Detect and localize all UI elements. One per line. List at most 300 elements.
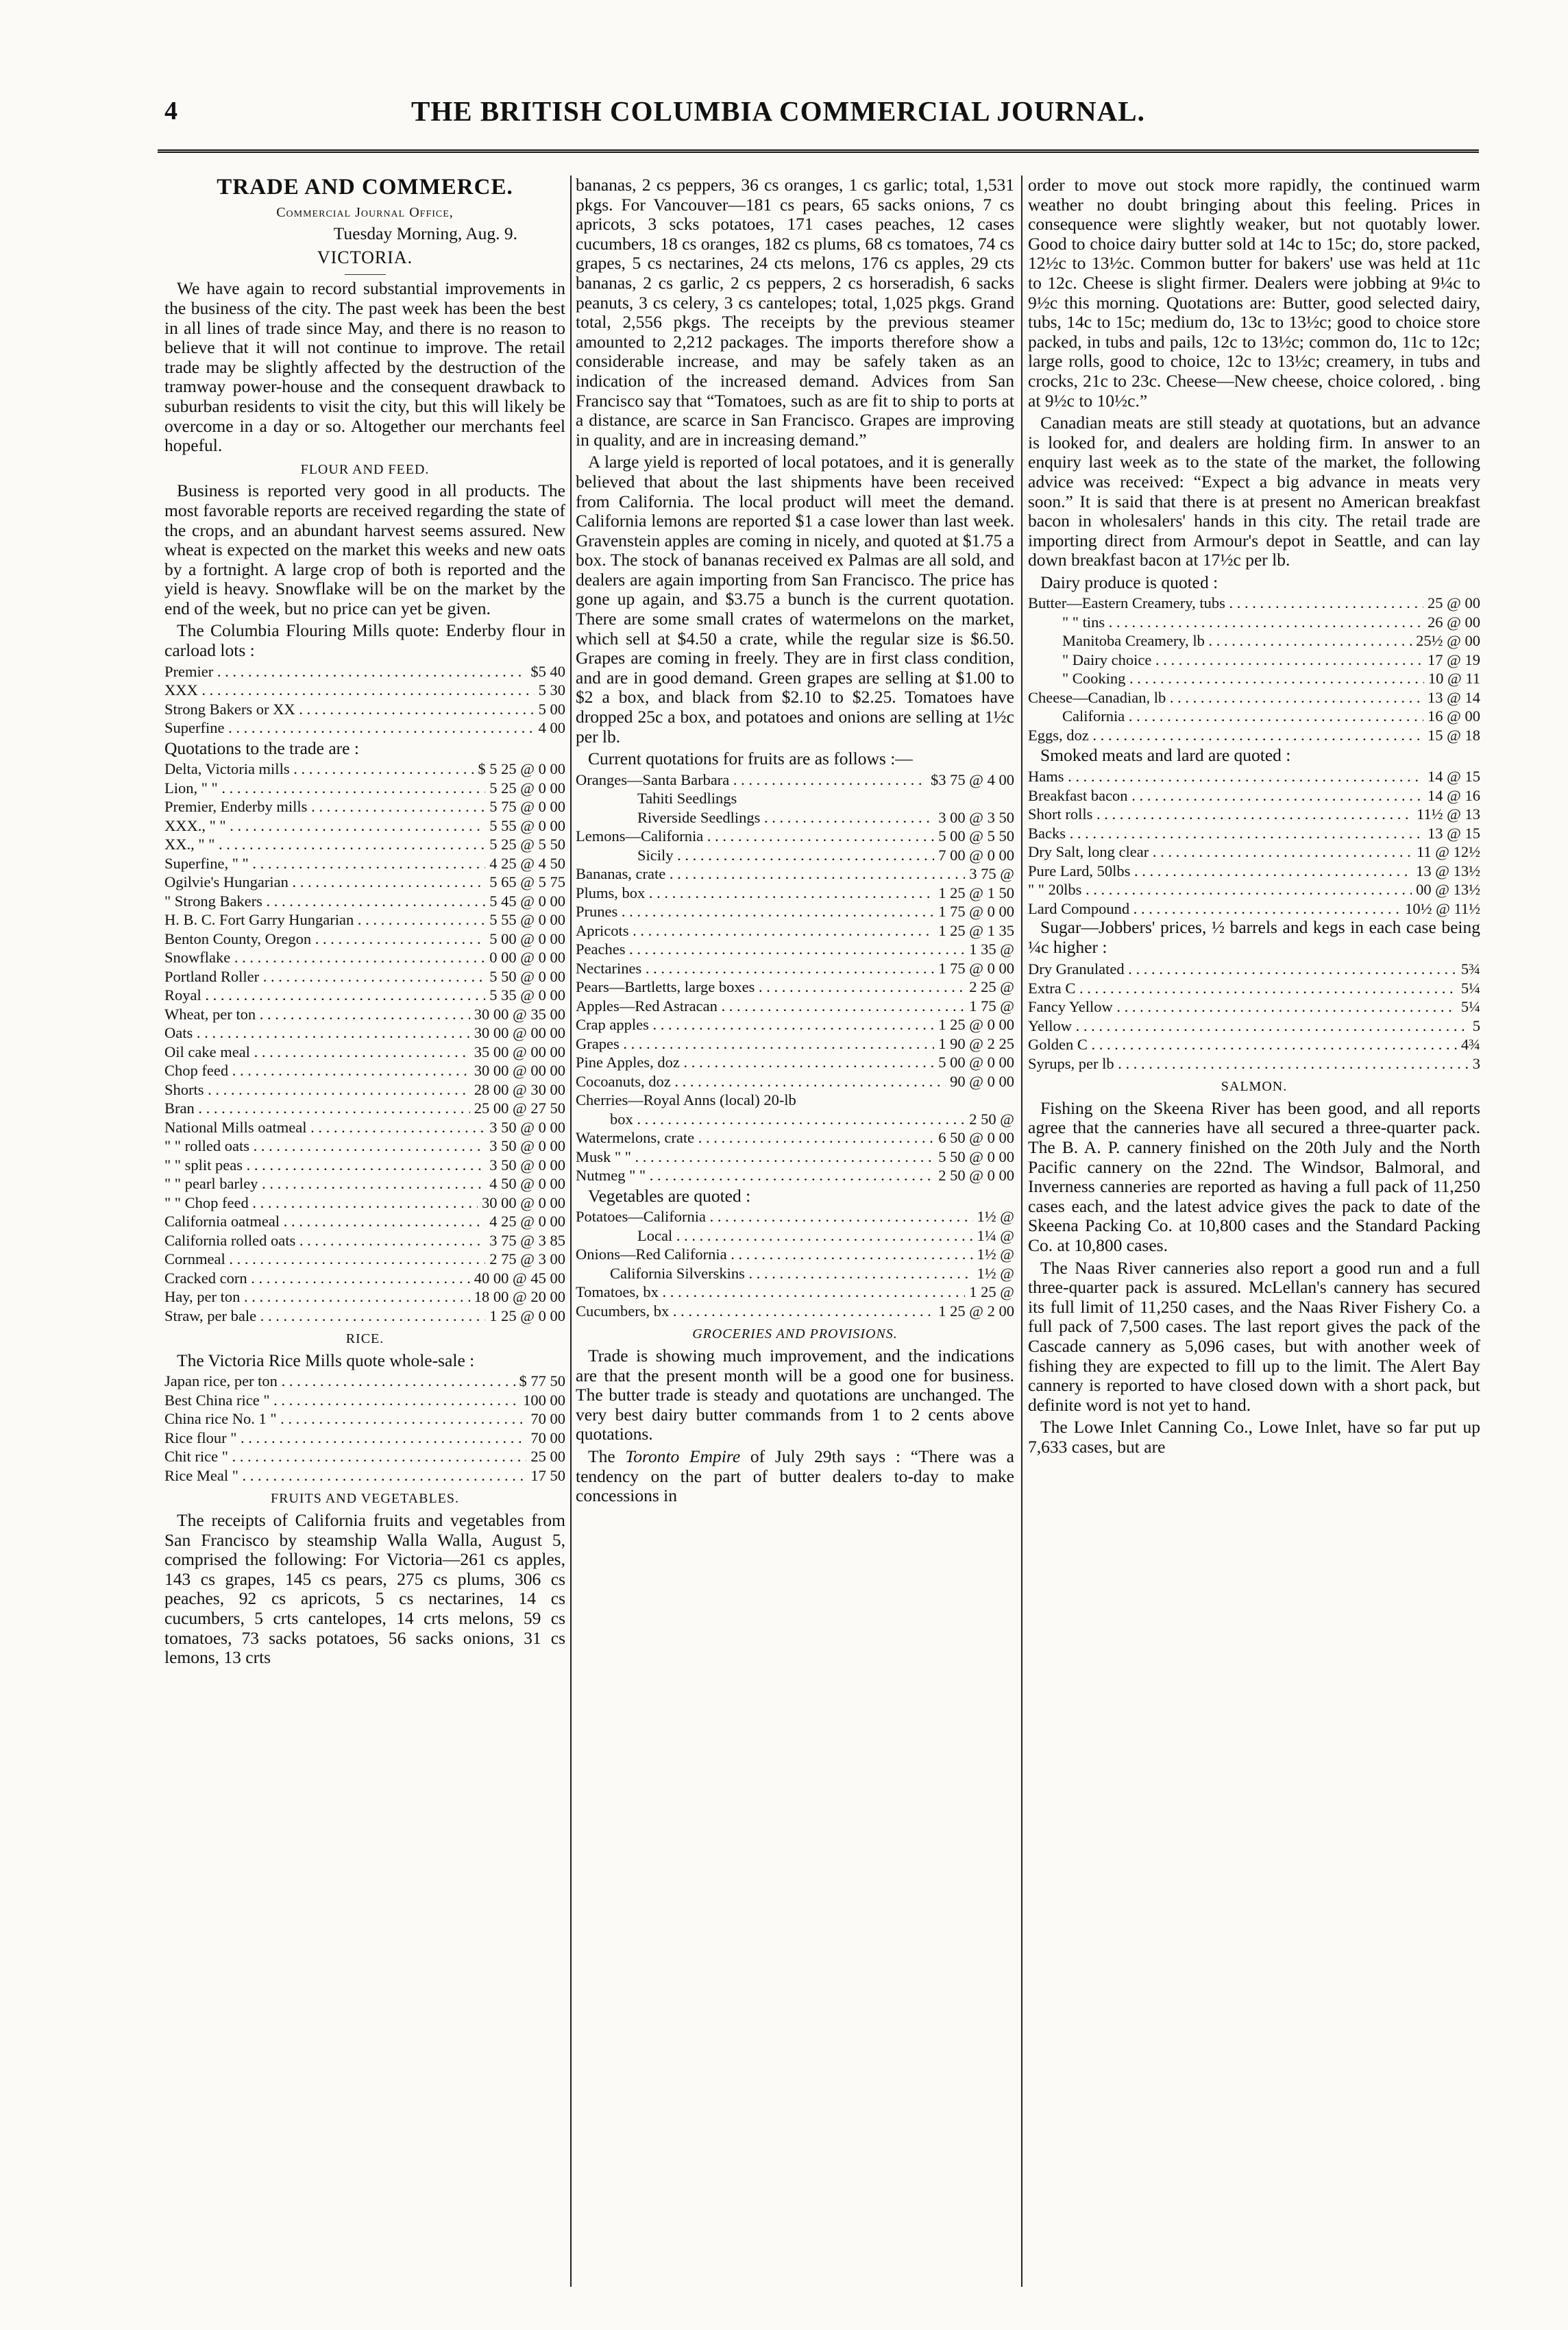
price-row [164,760,565,779]
price-row [1028,613,1480,632]
price-value: 1 75 @ 0 00 [938,903,1014,921]
price-value: 100 00 [523,1391,565,1409]
paragraph [576,1447,1014,1506]
price-row [1028,707,1480,726]
price-item: XX., " " . . . [164,835,485,854]
price-value: 1 75 @ 0 00 [938,959,1014,977]
price-row [164,967,565,986]
price-row [164,1429,565,1448]
price-row [164,1466,565,1485]
price-item: Prunes . . . [576,902,934,921]
price-value: 5¾ [1460,960,1480,978]
price-row [576,940,1014,959]
price-value: 4 50 @ 0 00 [489,1175,565,1193]
price-row [1028,979,1480,998]
price-value: 1 25 @ 1 35 [938,921,1014,939]
price-item: Breakfast bacon . . . [1028,786,1423,805]
price-list-vegetables [576,1207,1014,1320]
section-heading: TRADE AND COMMERCE. [217,175,513,199]
price-row [576,1015,1014,1034]
price-row [1028,688,1480,707]
price-value: 70 00 [530,1410,565,1428]
price-row [164,892,565,911]
paragraph: Canadian meats are still steady at quotations, but an advance is looked for, and dealers are holding firm. In answer to an enquiry last week as to the state of the market, the following advice was received: “Expect a big advance in meats very soon.” It is said that there is at present no American breakfast bacon in wholesalers' hands in this city. The retail trade are importing direct from Armour's depot in Seattle, and can lay down breakfast bacon at 17½c per lb. [1028,413,1480,570]
price-row [164,1099,565,1118]
price-list-enderby [164,662,565,738]
price-item: Chit rice " . . . [164,1447,526,1466]
price-value: 5 65 @ 5 75 [489,873,565,891]
price-row [1028,1054,1480,1073]
price-list-rice [164,1372,565,1485]
list-intro: Quotations to the trade are : [164,738,359,758]
price-item: Hay, per ton . . . [164,1287,470,1307]
price-row [164,1372,565,1391]
price-value: 5 55 @ 0 00 [489,816,565,834]
price-item: " Dairy choice . . . [1028,651,1423,670]
price-item: Dry Granulated . . . [1028,960,1457,979]
price-item: Peaches . . . [576,940,965,959]
price-row [164,1137,565,1156]
price-value: 5 25 @ 5 50 [489,836,565,853]
price-value: 30 00 @ 00 00 [474,1062,565,1080]
price-item: Cheese—Canadian, lb . . . [1028,688,1423,707]
dateline: Tuesday Morning, Aug. 9. [333,223,517,244]
price-row [164,1023,565,1043]
price-item: Fancy Yellow . . . [1028,997,1457,1017]
price-row [164,1212,565,1231]
price-row [164,1080,565,1100]
price-item: Straw, per bale . . . [164,1307,485,1326]
price-row [164,1156,565,1175]
price-value: 3 50 @ 0 00 [489,1137,565,1155]
subheading-rice: RICE. [345,1331,384,1347]
price-row [576,1110,1014,1129]
price-value: 90 @ 0 00 [950,1072,1014,1090]
price-item: " " 20lbs . . . [1028,880,1412,899]
price-value: 40 00 @ 45 00 [474,1269,565,1287]
price-value: 5 45 @ 0 00 [489,892,565,910]
price-row [164,797,565,816]
price-value: 1½ @ [977,1246,1014,1263]
price-item: Ogilvie's Hungarian . . . [164,873,485,892]
price-row [1028,960,1480,979]
price-item: Cucumbers, bx . . . [576,1302,934,1321]
price-row [164,1269,565,1288]
price-item: Cracked corn . . . [164,1269,470,1288]
price-row [576,864,1014,884]
paragraph: The Lowe Inlet Canning Co., Lowe Inlet, have so far put up 7,633 cases, but are [1028,1417,1480,1457]
price-row [1028,594,1480,613]
price-value: 2 25 @ [969,978,1014,996]
price-row [1028,880,1480,899]
price-row [164,835,565,854]
separator [345,274,386,275]
price-item: Premier . . . [164,662,526,681]
price-value: 1½ @ [977,1264,1014,1282]
price-value: 11 @ 12½ [1416,843,1480,861]
price-value: 15 @ 18 [1428,726,1480,744]
price-item: Backs . . . [1028,824,1423,843]
paragraph: The Naas River canneries also report a good run and a full three-quarter pack is assured. McLellan's cannery has secured its full limit of 11,250 cases, and the Naas River Fishery Co. a full pack of 7,500 cases. The last report gives the pack of the Cascade cannery as 5,096 cases, but with another week of fishing they are expected to fill up to the limit. The Alert Bay cannery is reported to have closed down with a short pack, but definite word is not yet to hand. [1028,1257,1480,1415]
price-value: 4 25 @ 0 00 [489,1213,565,1230]
price-list-sugar [1028,960,1480,1073]
subheading-flour: FLOUR AND FEED. [300,461,430,477]
price-value: 5 25 @ 0 00 [489,779,565,797]
price-value: 1½ @ [977,1208,1014,1226]
price-value: 1 25 @ 1 50 [938,884,1014,901]
paragraph: The receipts of California fruits and vegetables from San Francisco by steamship Walla Walla, August 5, comprised the following: For Victoria—261 cs apples, 143 cs grapes, 145 cs pears, 275 cs plums, 306 cs peaches, 92 cs apricots, 5 cs nectarines, 14 cs cucumbers, 5 crts cantelopes, 14 crts melons, 59 cs tomatoes, 73 sacks potatoes, 56 sacks onions, 31 cs lemons, 13 crts [164,1510,565,1668]
subheading-groceries: GROCERIES AND PROVISIONS. [692,1326,898,1342]
price-item: Hams . . . [1028,767,1423,786]
price-value: 25 00 [530,1448,565,1466]
newspaper-name: Toronto Empire [625,1446,741,1466]
city-heading: VICTORIA. [317,247,413,267]
price-item: Apples—Red Astracan . . . [576,997,965,1016]
price-item: Nectarines . . . [576,959,934,978]
price-item: Musk " " . . . [576,1148,934,1167]
price-value: 26 @ 00 [1428,613,1480,631]
price-item: Portland Roller . . . [164,967,485,986]
price-item: Tahiti Seedlings [637,790,737,808]
price-value: 25 @ 00 [1428,594,1480,612]
price-row [164,1287,565,1307]
price-row [164,681,565,700]
price-value: 2 75 @ 3 00 [489,1250,565,1268]
subheading-salmon: SALMON. [1221,1079,1288,1095]
price-value: 16 @ 00 [1428,707,1480,725]
list-intro: Sugar—Jobbers' prices, ½ barrels and kegs in each case being ¼c higher : [1028,917,1480,957]
price-row [164,779,565,798]
list-intro: Current quotations for fruits are as follows :— [588,749,913,769]
price-value: 5 35 @ 0 00 [489,986,565,1004]
price-row [164,1118,565,1137]
header-rule [158,149,1479,153]
price-item: Lard Compound . . . [1028,899,1401,919]
price-value: 18 00 @ 20 00 [474,1288,565,1306]
subheading-fruits: FRUITS AND VEGETABLES. [270,1491,460,1507]
price-value: 2 50 @ [969,1110,1014,1128]
price-item: Short rolls . . . [1028,805,1412,824]
price-row [576,997,1014,1016]
price-value: 5 30 [538,681,565,699]
price-row [576,1283,1014,1302]
price-row [1028,651,1480,670]
price-row [576,808,1014,827]
price-value: 3 50 @ 0 00 [489,1118,565,1136]
price-value: 14 @ 16 [1428,786,1480,804]
price-item: Extra C . . . [1028,979,1457,998]
price-row [1028,899,1480,919]
price-value: 5 00 [538,700,565,718]
price-value: 5¼ [1460,979,1480,997]
column-1 [164,175,565,2287]
price-row [576,1264,1014,1283]
price-item: " Cooking . . . [1028,669,1424,688]
list-intro: The Columbia Flouring Mills quote: Enderby flour in carload lots : [164,620,565,661]
price-value: 7 00 @ 0 00 [938,846,1014,864]
price-value: 3 75 @ [969,865,1014,883]
price-row [1028,842,1480,862]
price-item: California Silverskins . . . [576,1264,973,1283]
paragraph: A large yield is reported of local potatoes, and it is generally believed that about the last shipments have been received from California. The local product will meet the demand. California lemons are reported $1 a case lower than last week. Gravenstein apples are coming in nicely, and quoted at $1.75 a box. The stock of bananas received ex Palmas are all sold, and dealers are again importing from San Francisco. The price has gone up again, and $3.75 a bunch is the current quotation. There are some small crates of watermelons on the market, which sell at $4.50 a crate, while the regular size is $6.50. Grapes are coming in freely. They are in first class condition, and are in good demand. Green grapes are selling at $1.00 to $2 a box, and black from $2.10 to $2.25. Tomatoes have dropped 25c a box, and potatoes and onions are selling at 1½c per lb. [576,452,1014,747]
price-item: Rice Meal " . . . [164,1466,526,1485]
price-row [576,1302,1014,1321]
price-value: 00 @ 13½ [1416,881,1480,899]
price-row [576,827,1014,846]
paragraph: Trade is showing much improvement, and the indications are that the present month will be a good one for business. The butter trade is steady and quotations are unchanged. The very best dairy butter commands from 1 to 2 cents above quotations. [576,1346,1014,1444]
price-item: Pure Lard, 50lbs . . . [1028,862,1412,881]
page-number: 4 [164,97,177,125]
price-item: Cornmeal . . . [164,1250,485,1269]
price-item: Pine Apples, doz . . . [576,1053,934,1072]
price-item: Sicily . . . [576,846,934,865]
price-row [164,854,565,873]
price-item: Cherries—Royal Anns (local) 20-lb [576,1091,796,1109]
price-row [164,1391,565,1410]
price-item: Bananas, crate . . . [576,864,965,884]
paragraph: We have again to record substantial improvements in the business of the city. The past week has been the best in all lines of trade since May, and there is no reason to believe that it will not continue to improve. The retail trade may be slightly affected by the destruction of the tramway power-house and the consequent drawback to suburban residents to visit the city, but this will likely be overcome in a day or so. Altogether our merchants feel hopeful. [164,278,565,456]
price-item: " " rolled oats . . . [164,1137,485,1156]
price-row [164,986,565,1005]
price-item: Oil cake meal . . . [164,1043,470,1062]
price-item: Benton County, Oregon . . . [164,930,485,949]
price-item: Riverside Seedlings . . . [576,808,934,827]
price-value: 1 25 @ [969,1283,1014,1301]
price-item: Royal . . . [164,986,485,1005]
price-value: 5 00 @ 0 00 [938,1054,1014,1071]
price-list-dairy [1028,594,1480,744]
price-row [576,1245,1014,1264]
price-row [164,1193,565,1213]
price-row [164,1231,565,1250]
price-value: 25 00 @ 27 50 [474,1100,565,1117]
price-item: Snowflake . . . [164,948,485,967]
price-value: 4 25 @ 4 50 [489,854,565,872]
price-row [576,921,1014,941]
price-row [576,789,1014,808]
price-row [164,910,565,930]
price-row [576,1091,1014,1110]
price-value: 35 00 @ 00 00 [474,1043,565,1060]
price-row [576,978,1014,997]
price-item: Tomatoes, bx . . . [576,1283,965,1302]
list-intro: Vegetables are quoted : [588,1185,751,1206]
price-value: 3 75 @ 3 85 [489,1231,565,1249]
price-value: $3 75 @ 4 00 [931,770,1014,788]
price-row [164,930,565,949]
price-item: box . . . [576,1110,965,1129]
masthead-title: THE BRITISH COLUMBIA COMMERCIAL JOURNAL. [411,95,1145,127]
price-list-trade [164,760,565,1325]
price-item: XXX., " " . . . [164,816,485,836]
price-row [1028,862,1480,881]
price-item: Butter—Eastern Creamery, tubs . . . [1028,594,1423,613]
price-value: 4¾ [1460,1036,1480,1054]
price-item: " " Chop feed . . . [164,1193,478,1213]
price-list-meats [1028,767,1480,918]
price-value: $5 40 [530,662,565,680]
price-value: 5 50 @ 0 00 [938,1148,1014,1165]
price-value: 5 55 @ 0 00 [489,911,565,929]
price-value: 1 75 @ [969,997,1014,1015]
price-item: H. B. C. Fort Garry Hungarian . . . [164,910,485,930]
column-3 [1028,175,1480,2287]
price-value: 14 @ 15 [1428,768,1480,786]
price-value: 3 00 @ 3 50 [938,808,1014,826]
office-line: Commercial Journal Office, [276,204,454,220]
price-value: 30 00 @ 35 00 [474,1005,565,1023]
price-item: Plums, box . . . [576,884,934,903]
price-item: Cocoanuts, doz . . . [576,1072,946,1091]
price-value: 5¼ [1460,998,1480,1016]
price-value: 0 00 @ 0 00 [489,949,565,967]
paragraph: Fishing on the Skeena River has been good, and all reports agree that the canneries have all secured a three-quarter pack. The B. A. P. cannery finished on the 20th July and the North Pacific cannery on the 22nd. The Windsor, Balmoral, and Inverness canneries are reported as having a full pack of 11,250 cases each, and the latest advice gives the pack to date of the Skeena Packing Co. at 10,800 cases and the Standard Packing Co. at 10,800 cases. [1028,1097,1480,1255]
price-item: Golden C . . . [1028,1035,1457,1054]
price-item: Local . . . [576,1226,973,1246]
price-item: National Mills oatmeal . . . [164,1118,485,1137]
price-value: 1 35 @ [969,941,1014,958]
price-item: Nutmeg " " . . . [576,1166,934,1185]
price-item: Crap apples . . . [576,1015,934,1034]
price-row [1028,631,1480,651]
price-item: Premier, Enderby mills . . . [164,797,485,816]
price-row [576,1128,1014,1148]
list-intro: Smoked meats and lard are quoted : [1040,745,1291,766]
price-item: " " split peas . . . [164,1156,485,1175]
price-item: Strong Bakers or XX . . . [164,700,535,719]
price-value: 3 50 @ 0 00 [489,1156,565,1174]
price-row [164,662,565,681]
price-value: 6 50 @ 0 00 [938,1129,1014,1147]
price-value: 25½ @ 00 [1416,632,1480,650]
price-list-fruits [576,770,1014,1185]
price-value: 17 @ 19 [1428,651,1480,668]
price-row [576,959,1014,978]
price-row [164,700,565,719]
price-item: Chop feed . . . [164,1061,470,1080]
price-row [576,884,1014,903]
price-row [1028,767,1480,786]
price-value: 30 00 @ 0 00 [482,1193,565,1211]
price-value: 5 50 @ 0 00 [489,967,565,985]
price-row [1028,726,1480,745]
price-value: 1 25 @ 2 00 [938,1302,1014,1320]
price-row [164,1005,565,1024]
price-item: Yellow . . . [1028,1017,1469,1036]
price-item: Onions—Red California . . . [576,1245,973,1264]
price-row [164,1043,565,1062]
paragraph: Business is reported very good in all products. The most favorable reports are received regarding the state of the crops, and an abundant harvest seems assured. New wheat is expected on the market this weeks and new oats by a fortnight. A large crop of both is reported and the yield is heavy. Snowflake will be on the market by the end of the week, but no price can yet be given. [164,481,565,618]
price-item: Watermelons, crate . . . [576,1128,934,1148]
price-item: " " tins . . . [1028,613,1423,632]
price-row [164,1250,565,1269]
price-item: Lion, " " . . . [164,779,485,798]
price-item: California rolled oats . . . [164,1231,485,1250]
price-item: Lemons—California . . . [576,827,934,846]
price-value: 13 @ 14 [1428,688,1480,706]
price-item: Bran . . . [164,1099,470,1118]
price-item: Oranges—Santa Barbara . . . [576,770,927,790]
price-row [1028,824,1480,843]
price-row [164,1307,565,1326]
price-value: 10½ @ 11½ [1405,899,1480,917]
price-item: Eggs, doz . . . [1028,726,1423,745]
price-row [576,1034,1014,1054]
price-row [576,770,1014,790]
price-item: Rice flour " . . . [164,1429,526,1448]
price-item: California . . . [1028,707,1423,726]
price-value: 10 @ 11 [1428,670,1480,688]
price-item: " " pearl barley . . . [164,1174,485,1193]
column-divider [570,175,572,2287]
price-row [164,1409,565,1429]
price-item: China rice No. 1 " . . . [164,1409,526,1429]
column-divider [1021,175,1022,2287]
price-value: 5 75 @ 0 00 [489,798,565,816]
price-value: 70 00 [530,1429,565,1446]
price-value: 5 00 @ 5 50 [938,827,1014,845]
price-item: Syrups, per lb . . . [1028,1054,1469,1073]
price-value: 13 @ 15 [1428,824,1480,842]
price-value: 5 00 @ 0 00 [489,930,565,947]
price-item: Grapes . . . [576,1034,934,1054]
list-intro: Dairy produce is quoted : [1040,572,1218,592]
price-item: Superfine, " " . . . [164,854,485,873]
price-item: Delta, Victoria mills . . . [164,760,474,779]
price-item: " Strong Bakers . . . [164,892,485,911]
price-value: $ 77 50 [519,1372,565,1390]
price-item: Superfine . . . [164,718,535,738]
price-item: Oats . . . [164,1023,470,1043]
price-row [164,1174,565,1193]
paragraph: bananas, 2 cs peppers, 36 cs oranges, 1 cs garlic; total, 1,531 pkgs. For Vancouver—181 cs pears, 65 sacks onions, 7 cs apricots, 3 scks potatoes, 171 cases peaches, 12 cases cucumbers, 18 cs oranges, 182 cs plums, 68 cs tomatoes, 74 cs grapes, 5 cs nectarines, 24 cts melons, 176 cs apples, 29 cts bananas, 2 cs garlic, 2 cs peppers, 2 cs horseradish, 6 sacks peanuts, 3 cs celery, 3 cs cantelopes; total, 1,025 pkgs. Grand total, 2,556 pkgs. The receipts by the previous steamer amounted to 2,212 packages. The imports therefore show a considerable increase, and may be safely taken as an indication of the increased demand. Advices from San Francisco say that “Tomatoes, such as are fit to ship to ports at a distance, are scarce in San Francisco. Grapes are improving in quality, and are in increasing demand.” [576,175,1014,450]
price-row [576,1072,1014,1091]
price-row [164,1447,565,1466]
price-row [576,1226,1014,1246]
price-row [164,873,565,892]
price-row [164,1061,565,1080]
price-value: 13 @ 13½ [1416,862,1480,879]
price-row [164,718,565,738]
price-value: $ 5 25 @ 0 00 [478,760,565,778]
price-value: 1 90 @ 2 25 [938,1034,1014,1052]
price-row [576,1053,1014,1072]
price-row [1028,805,1480,824]
price-value: 1 25 @ 0 00 [489,1307,565,1324]
price-row [576,1207,1014,1226]
price-row [576,1148,1014,1167]
price-item: Potatoes—California . . . [576,1207,973,1226]
price-value: 1¼ @ [977,1226,1014,1244]
price-value: 28 00 @ 30 00 [474,1080,565,1098]
price-row [164,948,565,967]
price-value: 30 00 @ 00 00 [474,1024,565,1042]
price-value: 17 50 [530,1466,565,1484]
price-item: XXX . . . [164,681,535,700]
price-item: Apricots . . . [576,921,934,941]
price-row [1028,1035,1480,1054]
price-item: Best China rice " . . . [164,1391,519,1410]
price-item: Pears—Bartletts, large boxes . . . [576,978,965,997]
price-item: Shorts . . . [164,1080,470,1100]
text-run: The [588,1446,626,1466]
price-item: Wheat, per ton . . . [164,1005,470,1024]
price-row [1028,669,1480,688]
text-run: of July 29th says : “There was a tendency on the part of butter dealers to-day to make concessions in [576,1446,1014,1506]
price-row [1028,786,1480,805]
paragraph: order to move out stock more rapidly, the continued warm weather no doubt bringing about this feeling. Prices in consequence were slightly weaker, but not quotably lower. Good to choice dairy butter sold at 14c to 15c; do, store packed, 12½c to 13½c. Common butter for bakers' use was held at 11c to 12c. Cheese is slight firmer. Dealers were jobbing at 9¼c to 9½c this morning. Quotations are: Butter, good selected dairy, tubs, 14c to 15c; medium do, 13c to 13½c; good to choice store packed, in tubs and pails, 12c to 13½c; common do, 11c to 12c; large rolls, good to choice, 12c to 13½c; creamery, in tubs and crocks, 21c to 23c. Cheese—New cheese, choice colored, . bing at 9½c to 10½c.” [1028,175,1480,411]
price-row [576,1166,1014,1185]
